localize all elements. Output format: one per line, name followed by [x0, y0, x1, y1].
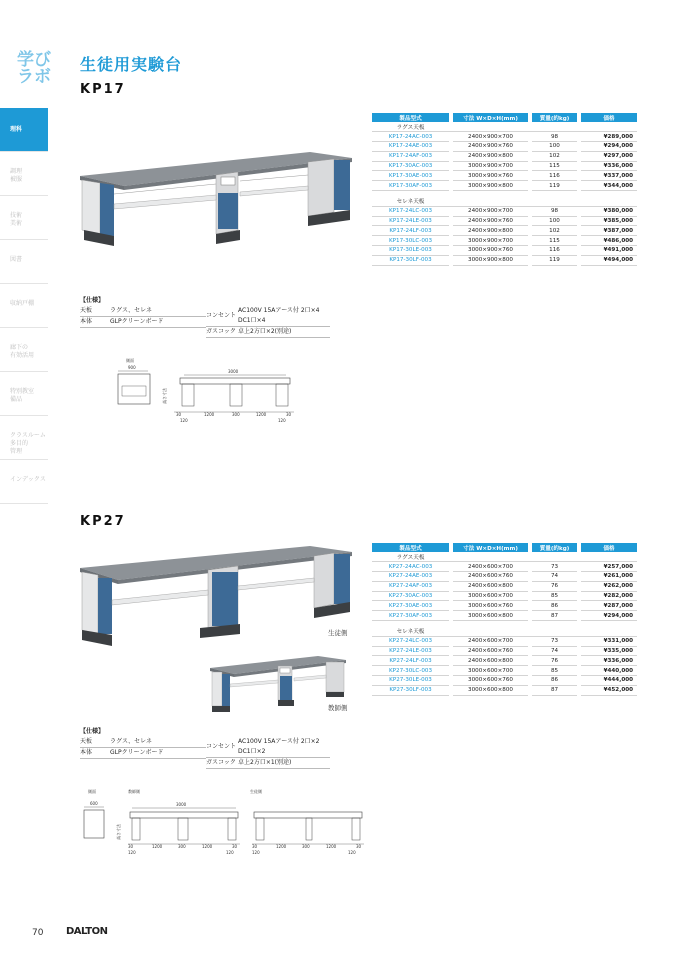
svg-text:120: 120: [278, 418, 286, 423]
table-row: [372, 646, 637, 656]
col-header-model: 製品型式: [372, 113, 449, 122]
size-cell: 2400×600×760: [453, 646, 528, 656]
weight-cell: 98: [532, 132, 577, 142]
svg-text:1200: 1200: [204, 412, 215, 417]
model-cell: KP27-30LC-003: [372, 666, 449, 676]
spec-body-label: 本体: [80, 749, 93, 756]
svg-text:300: 300: [232, 412, 240, 417]
svg-text:30: 30: [286, 412, 292, 417]
dim-student-label: 生徒側: [250, 789, 262, 794]
model-cell: KP17-30LE-003: [372, 246, 449, 256]
size-cell: 3000×600×800: [453, 611, 528, 621]
kp17-dimension-drawing: [110, 356, 300, 426]
size-cell: 3000×600×700: [453, 666, 528, 676]
price-cell: ¥294,000: [581, 142, 637, 152]
price-cell: ¥297,000: [581, 151, 637, 161]
weight-cell: 115: [532, 236, 577, 246]
dim-width: 3000: [228, 369, 239, 374]
size-cell: 3000×900×700: [453, 236, 528, 246]
spec-heading: 【仕様】: [80, 297, 105, 304]
price-cell: ¥486,000: [581, 236, 637, 246]
model-cell: KP27-24AF-003: [372, 581, 449, 591]
size-cell: 2400×900×800: [453, 226, 528, 236]
table-row: [372, 206, 637, 216]
svg-text:1200: 1200: [326, 844, 337, 849]
weight-cell: 73: [532, 562, 577, 572]
spec-heading: 【仕様】: [80, 728, 105, 735]
weight-cell: 119: [532, 181, 577, 191]
sidebar-item-1[interactable]: 調理 被服: [0, 152, 48, 196]
svg-text:1200: 1200: [276, 844, 287, 849]
model-cell: KP17-24AF-003: [372, 151, 449, 161]
weight-cell: 76: [532, 656, 577, 666]
brand-line2: ラボ: [17, 67, 51, 87]
price-cell: ¥257,000: [581, 562, 637, 572]
col-header-size: 寸法 W×D×H(mm): [453, 543, 528, 552]
size-cell: 2400×600×760: [453, 572, 528, 582]
sidebar-item-2[interactable]: 技術 美術: [0, 196, 48, 240]
model-cell: KP27-30AF-003: [372, 611, 449, 621]
size-cell: 2400×900×800: [453, 151, 528, 161]
model-cell: KP17-24LE-003: [372, 216, 449, 226]
table-row: [372, 572, 637, 582]
group-label: セレネ天板: [372, 197, 449, 207]
brand-line1: 学び: [17, 50, 51, 70]
price-cell: ¥335,000: [581, 646, 637, 656]
size-cell: 3000×900×800: [453, 255, 528, 265]
weight-cell: 100: [532, 142, 577, 152]
price-cell: ¥452,000: [581, 685, 637, 695]
weight-cell: 116: [532, 246, 577, 256]
size-cell: 2400×600×800: [453, 581, 528, 591]
kp17-product-image: [78, 150, 354, 254]
weight-cell: 73: [532, 636, 577, 646]
spec-top-label: 天板: [80, 307, 93, 314]
group-label: ラグス天板: [372, 552, 449, 562]
dim-height-label: 高さ寸法: [116, 824, 121, 840]
weight-cell: 115: [532, 161, 577, 171]
spec-gas-label: ガスコック: [206, 328, 236, 335]
size-cell: 3000×600×760: [453, 601, 528, 611]
model-cell: KP17-30AC-003: [372, 161, 449, 171]
weight-cell: 74: [532, 646, 577, 656]
kp27-dimension-drawing: [80, 786, 370, 858]
weight-cell: 87: [532, 685, 577, 695]
col-header-size: 寸法 W×D×H(mm): [453, 113, 528, 122]
size-cell: 3000×900×700: [453, 161, 528, 171]
spec-body-value: GLPクリーンボード: [110, 318, 164, 325]
price-cell: ¥294,000: [581, 611, 637, 621]
table-row: [372, 142, 637, 152]
weight-cell: 100: [532, 216, 577, 226]
model-cell: KP17-30LC-003: [372, 236, 449, 246]
dim-depth: 600: [90, 801, 98, 806]
price-cell: ¥380,000: [581, 206, 637, 216]
col-header-weight: 質量(約kg): [532, 543, 577, 552]
table-row: [372, 132, 637, 142]
model-cell: KP27-24LF-003: [372, 656, 449, 666]
size-cell: 2400×600×800: [453, 656, 528, 666]
svg-text:30: 30: [128, 844, 134, 849]
svg-text:120: 120: [348, 850, 356, 855]
table-row: [372, 151, 637, 161]
price-cell: ¥287,000: [581, 601, 637, 611]
weight-cell: 102: [532, 151, 577, 161]
model-cell: KP17-24AE-003: [372, 142, 449, 152]
dim-width: 3000: [176, 802, 187, 807]
table-row: [372, 161, 637, 171]
table-row: [372, 591, 637, 601]
svg-text:120: 120: [180, 418, 188, 423]
table-row: [372, 656, 637, 666]
kp27-spec: [80, 727, 330, 769]
dim-teacher-label: 教師側: [128, 789, 140, 794]
spec-top-value: ラグス、セレネ: [110, 307, 152, 314]
price-cell: ¥440,000: [581, 666, 637, 676]
page-number: 70: [32, 928, 44, 938]
table-row: [372, 676, 637, 686]
spec-gas-value: 卓上2方口×2(別途): [238, 328, 292, 335]
price-cell: ¥331,000: [581, 636, 637, 646]
dim-depth: 900: [128, 365, 136, 370]
page-title: 生徒用実験台: [80, 55, 183, 74]
table-row: [372, 601, 637, 611]
svg-text:300: 300: [302, 844, 310, 849]
size-cell: 2400×900×760: [453, 216, 528, 226]
brand-logo: [17, 52, 51, 86]
table-row: [372, 246, 637, 256]
size-cell: 3000×600×760: [453, 676, 528, 686]
spec-body-value: GLPクリーンボード: [110, 749, 164, 756]
spec-outlet-line1: AC100V 15Aアース付 2口×4: [238, 307, 320, 314]
spec-outlet-line2: DC1口×2: [238, 748, 266, 755]
price-cell: ¥336,000: [581, 161, 637, 171]
price-cell: ¥282,000: [581, 591, 637, 601]
dim-side-label: 側面: [88, 789, 96, 794]
size-cell: 2400×900×760: [453, 142, 528, 152]
svg-text:120: 120: [252, 850, 260, 855]
price-cell: ¥444,000: [581, 676, 637, 686]
col-header-price: 価格: [581, 113, 637, 122]
model-cell: KP27-24LC-003: [372, 636, 449, 646]
kp27-product-image: [78, 542, 354, 650]
price-cell: ¥491,000: [581, 246, 637, 256]
table-row: [372, 636, 637, 646]
weight-cell: 119: [532, 255, 577, 265]
price-cell: ¥494,000: [581, 255, 637, 265]
caption-student-side: 生徒側: [328, 629, 348, 637]
group-label: ラグス天板: [372, 122, 449, 132]
model-cell: KP17-30AF-003: [372, 181, 449, 191]
col-header-price: 価格: [581, 543, 637, 552]
kp27-price-table: [372, 543, 637, 696]
price-cell: ¥289,000: [581, 132, 637, 142]
weight-cell: 74: [532, 572, 577, 582]
table-row: [372, 581, 637, 591]
model-cell: KP27-30AE-003: [372, 601, 449, 611]
spec-top-value: ラグス、セレネ: [110, 738, 152, 745]
kp27-teacher-image: [208, 654, 348, 718]
weight-cell: 85: [532, 591, 577, 601]
kp17-spec: [80, 296, 330, 338]
table-row: [372, 562, 637, 572]
table-row: [372, 255, 637, 265]
table-row: [372, 236, 637, 246]
weight-cell: 102: [532, 226, 577, 236]
svg-text:30: 30: [232, 844, 238, 849]
sidebar-nav: [0, 108, 48, 504]
table-row: [372, 181, 637, 191]
table-row: [372, 226, 637, 236]
size-cell: 3000×600×700: [453, 591, 528, 601]
sidebar-item-5[interactable]: 廊下の 有効活用: [0, 328, 48, 372]
svg-text:30: 30: [176, 412, 182, 417]
weight-cell: 85: [532, 666, 577, 676]
table-row: [372, 171, 637, 181]
price-cell: ¥261,000: [581, 572, 637, 582]
weight-cell: 87: [532, 611, 577, 621]
sidebar-item-7[interactable]: クラスルーム 多目的 管理: [0, 416, 48, 460]
model-cell: KP27-30LF-003: [372, 685, 449, 695]
sidebar-item-0[interactable]: 理科: [0, 108, 48, 152]
price-cell: ¥262,000: [581, 581, 637, 591]
size-cell: 3000×900×760: [453, 171, 528, 181]
size-cell: 2400×900×700: [453, 206, 528, 216]
table-row: [372, 666, 637, 676]
dim-height-label: 高さ寸法: [162, 388, 167, 404]
price-cell: ¥336,000: [581, 656, 637, 666]
svg-text:30: 30: [356, 844, 362, 849]
size-cell: 2400×900×700: [453, 132, 528, 142]
spec-body-label: 本体: [80, 318, 93, 325]
weight-cell: 86: [532, 601, 577, 611]
svg-text:1200: 1200: [202, 844, 213, 849]
size-cell: 2400×600×700: [453, 562, 528, 572]
spec-outlet-label: コンセント: [206, 312, 237, 319]
section-code-kp17: KP17: [80, 82, 126, 97]
model-cell: KP27-24AC-003: [372, 562, 449, 572]
svg-text:30: 30: [252, 844, 258, 849]
model-cell: KP17-30AE-003: [372, 171, 449, 181]
size-cell: 3000×900×800: [453, 181, 528, 191]
col-header-weight: 質量(約kg): [532, 113, 577, 122]
sidebar-item-6[interactable]: 特別教室 備品: [0, 372, 48, 416]
model-cell: KP27-24LE-003: [372, 646, 449, 656]
weight-cell: 116: [532, 171, 577, 181]
size-cell: 2400×600×700: [453, 636, 528, 646]
svg-text:120: 120: [128, 850, 136, 855]
svg-text:1200: 1200: [152, 844, 163, 849]
price-cell: ¥385,000: [581, 216, 637, 226]
price-cell: ¥387,000: [581, 226, 637, 236]
table-row: [372, 611, 637, 621]
spec-outlet-line2: DC1口×4: [238, 317, 266, 324]
dim-side-label: 側面: [126, 358, 134, 363]
svg-text:300: 300: [178, 844, 186, 849]
col-header-model: 製品型式: [372, 543, 449, 552]
caption-teacher-side: 教師側: [328, 704, 348, 712]
spec-top-label: 天板: [80, 738, 93, 745]
spec-outlet-line1: AC100V 15Aアース付 2口×2: [238, 738, 320, 745]
spec-outlet-label: コンセント: [206, 743, 237, 750]
model-cell: KP17-24LF-003: [372, 226, 449, 236]
spec-gas-value: 卓上2方口×1(別途): [238, 759, 292, 766]
kp17-price-table: [372, 113, 637, 266]
model-cell: KP27-30LE-003: [372, 676, 449, 686]
model-cell: KP17-24LC-003: [372, 206, 449, 216]
dalton-logo: DALTON: [66, 926, 108, 937]
model-cell: KP17-24AC-003: [372, 132, 449, 142]
table-row: [372, 216, 637, 226]
size-cell: 3000×900×760: [453, 246, 528, 256]
sidebar-item-4[interactable]: 収納戸棚: [0, 284, 48, 328]
svg-text:120: 120: [226, 850, 234, 855]
model-cell: KP27-30AC-003: [372, 591, 449, 601]
sidebar-item-8[interactable]: インデックス: [0, 460, 48, 504]
model-cell: KP27-24AE-003: [372, 572, 449, 582]
weight-cell: 86: [532, 676, 577, 686]
price-cell: ¥337,000: [581, 171, 637, 181]
price-cell: ¥344,000: [581, 181, 637, 191]
table-row: [372, 685, 637, 695]
spec-gas-label: ガスコック: [206, 759, 236, 766]
weight-cell: 76: [532, 581, 577, 591]
weight-cell: 98: [532, 206, 577, 216]
group-label: セレネ天板: [372, 627, 449, 637]
model-cell: KP17-30LF-003: [372, 255, 449, 265]
size-cell: 3000×600×800: [453, 685, 528, 695]
section-code-kp27: KP27: [80, 514, 126, 529]
sidebar-item-3[interactable]: 図書: [0, 240, 48, 284]
svg-text:1200: 1200: [256, 412, 267, 417]
